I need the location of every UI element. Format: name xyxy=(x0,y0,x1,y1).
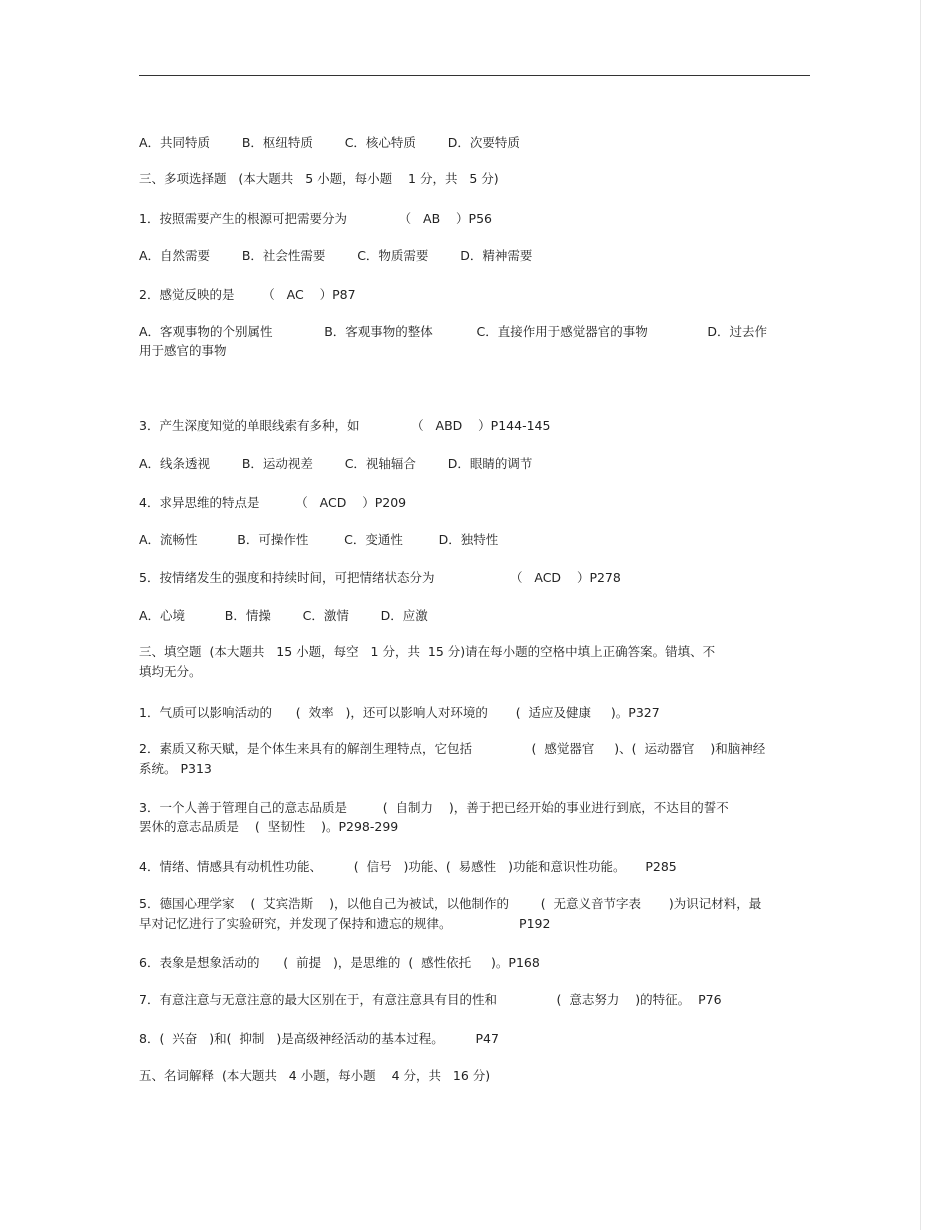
fill-in-2: 2．素质又称天赋，是个体生来具有的解剖生理特点，它包括 ( 感觉器官 )、( 运动器官 )和脑神经 xyxy=(139,741,766,756)
fill-in-7: 7．有意注意与无意注意的最大区别在于，有意注意具有目的性和 ( 意志努力 )的特征。 P76 xyxy=(139,992,722,1007)
fill-in-4: 4．情绪、情感具有动机性功能、 ( 信号 )功能、( 易感性 )功能和意识性功能。 P285 xyxy=(139,859,677,874)
question-1: 1．按照需要产生的根源可把需要分为 （ AB ）P56 xyxy=(139,211,492,226)
section-heading-terms: 五、名词解释 (本大题共 4 小题，每小题 4 分，共 16 分) xyxy=(139,1068,491,1083)
question-2-options-cont: 用于感官的事物 xyxy=(139,343,227,358)
question-4: 4．求异思维的特点是 （ ACD ）P209 xyxy=(139,495,407,510)
question-1-options: A．自然需要 B．社会性需要 C．物质需要 D．精神需要 xyxy=(139,248,533,263)
question-5: 5．按情绪发生的强度和持续时间，可把情绪状态分为 （ ACD ）P278 xyxy=(139,570,621,585)
section-heading-fill-in-cont: 填均无分。 xyxy=(139,664,202,679)
fill-in-6: 6．表象是想象活动的 ( 前提 )，是思维的 ( 感性依托 )。P168 xyxy=(139,955,540,970)
question-2-options: A．客观事物的个别属性 B．客观事物的整体 C．直接作用于感觉器官的事物 D．过去作 xyxy=(139,324,767,339)
fill-in-3-cont: 罢休的意志品质是 ( 坚韧性 )。P298-299 xyxy=(139,819,399,834)
options-line-prev-question: A．共同特质 B．枢纽特质 C．核心特质 D．次要特质 xyxy=(139,135,520,150)
fill-in-8: 8．( 兴奋 )和( 抑制 )是高级神经活动的基本过程。 P47 xyxy=(139,1031,499,1046)
fill-in-2-cont: 系统。 P313 xyxy=(139,761,212,776)
question-5-options: A．心境 B．情操 C．激情 D．应激 xyxy=(139,608,428,623)
question-2: 2．感觉反映的是 （ AC ）P87 xyxy=(139,287,356,302)
section-heading-multiple-choice: 三、多项选择题 (本大题共 5 小题，每小题 1 分，共 5 分) xyxy=(139,171,499,186)
fill-in-5: 5．德国心理学家 ( 艾宾浩斯 )，以他自己为被试，以他制作的 ( 无意义音节字表 )为识记材料，最 xyxy=(139,896,762,911)
question-4-options: A．流畅性 B．可操作性 C．变通性 D．独特性 xyxy=(139,532,499,547)
page-edge-divider xyxy=(920,0,921,1230)
question-3: 3．产生深度知觉的单眼线索有多种，如 （ ABD ）P144-145 xyxy=(139,418,551,433)
header-rule xyxy=(139,75,810,76)
fill-in-3: 3．一个人善于管理自己的意志品质是 ( 自制力 )，善于把已经开始的事业进行到底，不达目的誓不 xyxy=(139,800,729,815)
question-3-options: A．线条透视 B．运动视差 C．视轴辐合 D．眼睛的调节 xyxy=(139,456,533,471)
fill-in-5-cont: 早对记忆进行了实验研究，并发现了保持和遗忘的规律。 P192 xyxy=(139,916,551,931)
fill-in-1: 1．气质可以影响活动的 ( 效率 )，还可以影响人对环境的 ( 适应及健康 )。P327 xyxy=(139,705,660,720)
section-heading-fill-in: 三、填空题 (本大题共 15 小题，每空 1 分，共 15 分)请在每小题的空格中填上正确答案。错填、不 xyxy=(139,644,716,659)
